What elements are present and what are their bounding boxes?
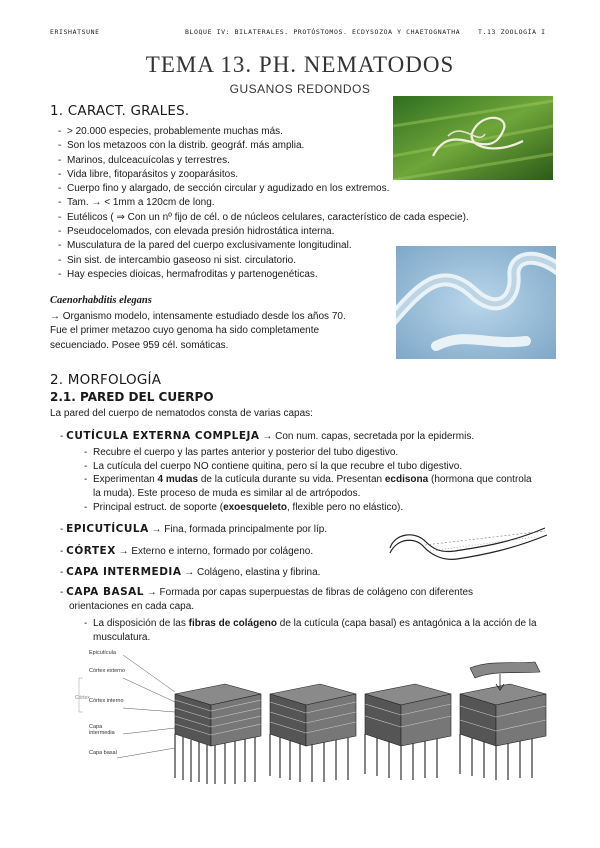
list-item: - Musculatura de la pared del cuerpo exclusivamente longitudinal. xyxy=(58,239,388,253)
cuticula-desc: → Con num. capas, secretada por la epidermis. xyxy=(262,431,475,442)
label-capa-basal: Capa basal xyxy=(89,750,117,756)
text-part: (hormona que controla la muda). Este proceso de muda es similar al de artrópodos. xyxy=(93,474,532,500)
cuticle-layers-figure xyxy=(75,650,555,790)
label-cortex-bracket: Córtex xyxy=(75,695,90,701)
label-epicuticula: Epicutícula xyxy=(89,650,116,656)
basal-desc-2: orientaciones en cada capa. xyxy=(69,601,195,613)
header-author: ERISHATSUNE xyxy=(50,28,100,36)
epicuticula-label: EPICUTÍCULA xyxy=(66,523,149,535)
nematode-leaf-photo xyxy=(393,96,553,180)
basal-line: - CAPA BASAL → Formada por capas superpuestas de fibras de colágeno con diferentes orientaciones en cada capa. xyxy=(60,586,474,613)
text-bold: exoesqueleto xyxy=(223,501,287,513)
list-item: - Eutélicos ( ⇒ Con un nº fijo de cél. o de núcleos celulares, característico de cada especie). xyxy=(58,211,388,225)
list-item: - Vida libre, fitoparásitos y zooparásitos. xyxy=(58,168,388,182)
label-cortex-int: Córtex interno xyxy=(89,698,124,704)
list-item: - Sin sist. de intercambio gaseoso ni sist. circulatorio. xyxy=(58,254,388,268)
list-item: - Cuerpo fino y alargado, de sección circular y agudizado en los extremos. xyxy=(58,182,388,196)
text-part: La disposición de las xyxy=(93,618,189,629)
text-bold: 4 mudas xyxy=(157,474,199,486)
text-line: secuenciado. Posee 959 cél. somáticas. xyxy=(50,339,229,351)
species-name: Caenorhabditis elegans xyxy=(50,295,152,306)
page-title: TEMA 13. PH. NEMATODOS xyxy=(145,52,455,77)
c-elegans-photo xyxy=(396,246,556,359)
text-part: , flexible pero no elástico). xyxy=(286,501,404,513)
cuticula-line: - CUTÍCULA EXTERNA COMPLEJA → Con num. capas, secretada por la epidermis. xyxy=(60,430,475,442)
basal-sublist xyxy=(84,617,554,644)
characteristics-list xyxy=(58,125,469,282)
list-item: - La cutícula del cuerpo NO contiene quitina, pero sí la que recubre el tubo digestivo. xyxy=(84,460,534,474)
cortex-label: CÓRTEX xyxy=(66,545,116,557)
intermedia-desc: → Colágeno, elastina y fibrina. xyxy=(184,567,321,578)
section-heading-2: 2. MORFOLOGÍA xyxy=(50,372,162,388)
list-item: - Pseudocelomados, con elevada presión hidrostática interna. xyxy=(58,225,388,239)
list-item xyxy=(84,617,554,644)
basal-desc: → Formada por capas superpuestas de fibras de colágeno con diferentes xyxy=(146,587,474,598)
list-item: - > 20.000 especies, probablemente muchas más. xyxy=(58,125,388,139)
text-line: → Organismo modelo, intensamente estudiado desde los años 70. xyxy=(50,311,346,322)
text-line: Fue el primer metazoo cuyo genoma ha sido completamente xyxy=(50,325,320,337)
list-item xyxy=(84,501,534,515)
label-cortex-ext: Córtex externo xyxy=(89,668,126,674)
text-part: Experimentan xyxy=(93,474,158,486)
list-item: - Hay especies dioicas, hermafroditas y partenogenéticas. xyxy=(58,268,388,282)
label-capa-intermedia: Capa intermedia xyxy=(89,724,115,736)
nematode-sketch xyxy=(385,523,550,568)
cuticula-sublist xyxy=(84,446,534,515)
header-block: BLOQUE IV: BILATERALES. PROTÓSTOMOS. ECDYSOZOA Y CHAETOGNATHA xyxy=(185,28,461,36)
intermedia-label: CAPA INTERMEDIA xyxy=(66,566,182,578)
cortex-desc: → Externo e interno, formado por colágeno. xyxy=(118,546,314,557)
layer-blocks xyxy=(75,650,555,790)
cuticula-label: CUTÍCULA EXTERNA COMPLEJA xyxy=(66,430,260,442)
cortex-line: - CÓRTEX → Externo e interno, formado por colágeno. xyxy=(60,545,314,557)
page-subtitle: GUSANOS REDONDOS xyxy=(229,82,371,96)
list-item: - Marinos, dulceacuícolas y terrestres. xyxy=(58,154,388,168)
text-part: de la cutícula durante su vida. Presentan xyxy=(198,474,385,486)
text-bold: ecdisona xyxy=(384,474,429,486)
list-item: - Tam. → < 1mm a 120cm de long. xyxy=(58,196,388,210)
header-subject: T.13 ZOOLOGÍA I xyxy=(478,28,546,36)
list-item: - Recubre el cuerpo y las partes anterior y posterior del tubo digestivo. xyxy=(84,446,534,460)
epicuticula-line: - EPICUTÍCULA → Fina, formada principalmente por líp. xyxy=(60,523,328,535)
intro-text: La pared del cuerpo de nematodos consta de varias capas: xyxy=(50,408,313,419)
text-part: de la cutícula (capa basal) es antagónica a la acción de la musculatura. xyxy=(93,618,537,643)
text-bold: fibras de colágeno xyxy=(188,618,277,629)
basal-label: CAPA BASAL xyxy=(66,586,144,598)
list-item xyxy=(84,473,534,500)
species-description xyxy=(50,310,346,353)
intermedia-line: - CAPA INTERMEDIA → Colágeno, elastina y fibrina. xyxy=(60,566,321,578)
section-heading-1: 1. CARACT. GRALES. xyxy=(50,103,190,119)
subsection-heading: 2.1. PARED DEL CUERPO xyxy=(50,390,214,404)
text-part: Principal estruct. de soporte ( xyxy=(93,501,224,513)
list-item: - Son los metazoos con la distrib. geográf. más amplia. xyxy=(58,139,388,153)
epicuticula-desc: → Fina, formada principalmente por líp. xyxy=(151,524,328,535)
